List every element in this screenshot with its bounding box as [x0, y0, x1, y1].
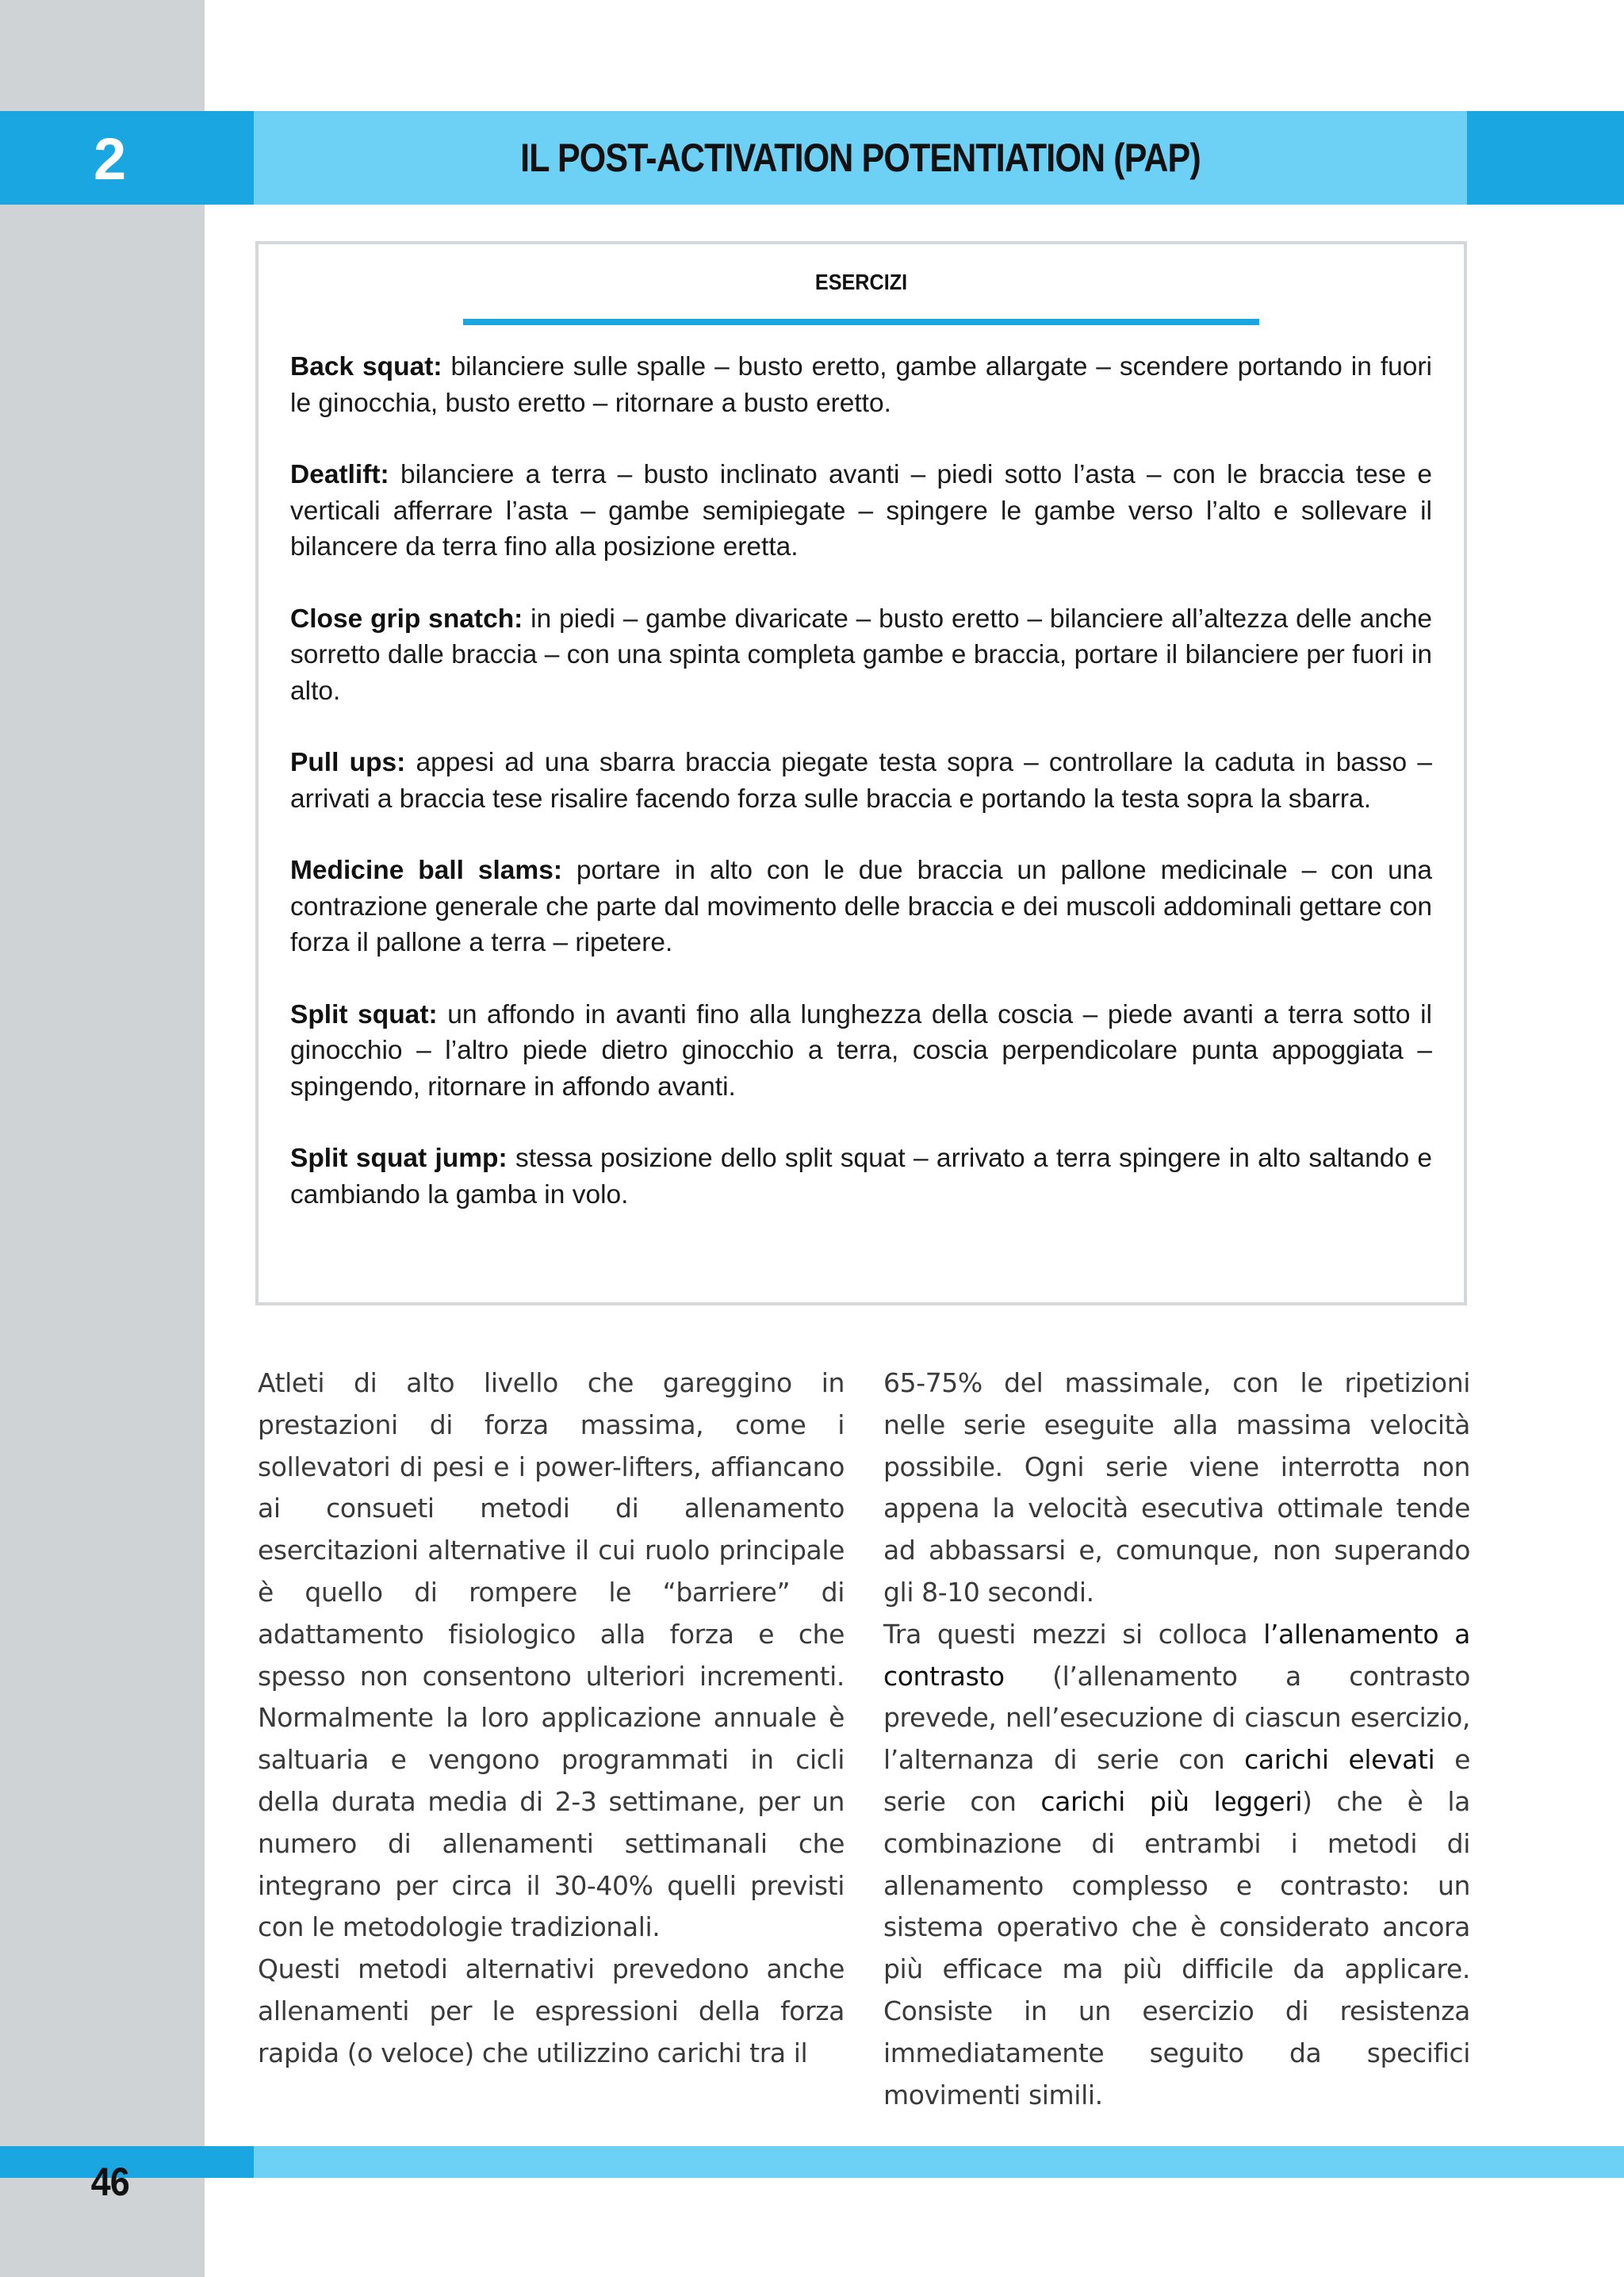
- exercise-list: [290, 349, 1432, 1248]
- exercise-description: in piedi – gambe divaricate – busto eretto – bilanciere all’altezza delle anche sorretto dalle braccia – con una spinta completa gambe e braccia, portare il bilanciere per fuori in alto.: [290, 604, 1432, 706]
- body-text: Tra questi mezzi si colloca: [883, 1618, 1264, 1650]
- exercise-description: stessa posizione dello split squat – arrivato a terra spingere in alto saltando e cambiando la gamba in volo.: [290, 1144, 1432, 1209]
- highlight-term: carichi più leggeri: [1040, 1785, 1303, 1817]
- exercise-description: bilanciere sulle spalle – busto eretto, gambe allargate – scendere portando in fuori le ginocchia, busto eretto – ritornare a busto eretto.: [290, 352, 1432, 418]
- body-paragraph: 65-75% del massimale, con le ripetizioni nelle serie eseguite alla massima velocità possibile. Ogni serie viene interrotta non appena la velocità esecutiva ottimale tende ad abbassarsi e, comunque, non superando gli 8-10 secondi.: [883, 1367, 1470, 1608]
- chapter-number: 2: [94, 126, 125, 192]
- exercises-title-rule: [463, 319, 1259, 325]
- body-paragraph: [883, 1614, 1470, 2117]
- exercise-name: Deatlift:: [290, 460, 389, 489]
- page-number: 46: [90, 2160, 129, 2204]
- body-text: (l’allenamento a contrasto prevede, nell’esecuzione di ciascun esercizio, l’alternanza di serie con: [883, 1660, 1470, 1776]
- exercise-item: [290, 853, 1432, 961]
- exercise-item: [290, 349, 1432, 421]
- left-margin-bar: [0, 0, 205, 2277]
- highlight-term: carichi elevati: [1244, 1744, 1435, 1776]
- exercise-description: un affondo in avanti fino alla lunghezza della coscia – piede avanti a terra sotto il ginocchio – l’altro piede dietro ginocchio a terra, coscia perpendicolare punta appoggiata – spingendo, ritornare in affondo avanti.: [290, 999, 1433, 1102]
- chapter-title: IL POST-ACTIVATION POTENTIATION (PAP): [520, 136, 1201, 180]
- exercise-item: [290, 1140, 1432, 1213]
- exercise-description: portare in alto con le due braccia un pallone medicinale – con una contrazione generale che parte dal movimento delle braccia e dei muscoli addominali gettare con forza il pallone a terra – ripetere.: [290, 856, 1432, 957]
- exercise-name: Medicine ball slams:: [290, 856, 563, 885]
- exercise-description: bilanciere a terra – busto inclinato avanti – piedi sotto l’asta – con le braccia tese e verticali afferrare l’asta – gambe semipiegate – spingere le gambe verso l’alto e sollevare il bilancere da terra fino alla posizione eretta.: [290, 460, 1432, 562]
- body-text: ) che è la combinazione di entrambi i metodi di allenamento complesso e contrasto: un sistema operativo che è considerato ancora più efficace ma più difficile da applicare. Consiste in un esercizio di resistenza immediatamente seguito da specifici movimenti simili.: [883, 1785, 1470, 2110]
- exercise-name: Back squat:: [290, 352, 442, 381]
- exercises-box-title: ESERCIZI: [814, 270, 908, 294]
- exercise-description: appesi ad una sbarra braccia piegate testa sopra – controllare la caduta in basso – arrivati a braccia tese risalire facendo forza sulle braccia e portando la testa sopra la sbarra.: [290, 748, 1432, 814]
- exercise-name: Split squat jump:: [290, 1144, 508, 1173]
- body-column-right: [883, 1363, 1470, 2116]
- footer-band: [254, 2146, 1624, 2178]
- exercise-name: Split squat:: [290, 999, 438, 1029]
- exercise-name: Pull ups:: [290, 748, 406, 777]
- body-paragraph: Atleti di alto livello che gareggino in prestazioni di forza massima, come i sollevatori di pesi e i power-lifters, affiancano ai consueti metodi di allenamento esercitazioni alternative il cui ruolo principale è quello di rompere le “barriere” di adattamento fisiologico alla forza e che spesso non consentono ulteriori incrementi. Normalmente la loro applicazione annuale è saltuaria e vengono programmati in cicli della durata media di 2-3 settimane, per un numero di allenamenti settimanali che integrano per circa il 30-40% quelli previsti con le metodologie tradizionali.: [258, 1367, 845, 1943]
- highlight-term: l’allenamento a contrasto: [883, 1618, 1470, 1692]
- body-text: e serie con: [883, 1744, 1470, 1817]
- chapter-number-box: [0, 111, 254, 205]
- body-column-left: [258, 1363, 845, 2075]
- header-right-accent: [1467, 111, 1624, 205]
- exercise-name: Close grip snatch:: [290, 604, 523, 634]
- exercise-item: [290, 457, 1432, 565]
- exercise-item: [290, 745, 1432, 817]
- body-paragraph: Questi metodi alternativi prevedono anche allenamenti per le espressioni della forza rapida (o veloce) che utilizzino carichi tra il: [258, 1953, 845, 2068]
- exercise-item: [290, 601, 1432, 710]
- exercise-item: [290, 997, 1432, 1106]
